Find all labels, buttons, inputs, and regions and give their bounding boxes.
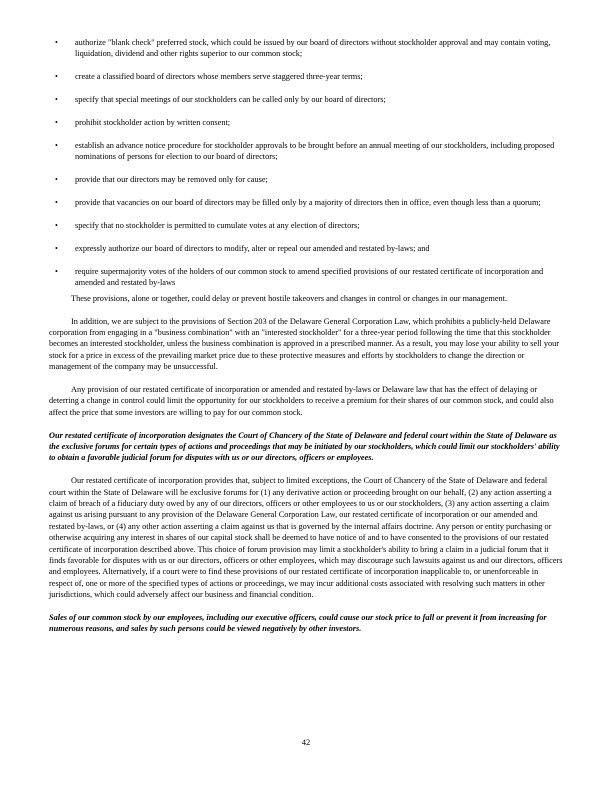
- page-number: 42: [301, 737, 311, 747]
- body-paragraph: Our restated certificate of incorporation provides that, subject to limited exceptions, the Court of Chancery of the State of Delaware and federal court within the State of Delaware will be exclusive forums for (1) any derivative action or proceeding brought on our behalf, (2) any action asserting a claim of breach of a fiduciary duty owed by any of our directors, officers or other employees to us or our stockholders, (3) any action asserting a claim against us arising pursuant to any provision of the Delaware General Corporation Law, our restated certificate of incorporation or our amended and restated by-laws, or (4) any other action asserting a claim against us that is governed by the internal affairs doctrine. Any person or entity purchasing or otherwise acquiring any interest in shares of our capital stock shall be deemed to have notice of and to have consented to the provisions of our restated certificate of incorporation described above. This choice of forum provision may limit a stockholder's ability to bring a claim in a judicial forum that it finds favorable for disputes with us or our directors, officers or other employees, which may discourage such lawsuits against us and our directors, officers and employees. Alternatively, if a court were to find these provisions of our restated certificate of incorporation inapplicable to, or unenforceable in respect of, one or more of the specified types of actions or proceedings, we may incur additional costs associated with resolving such matters in other jurisdictions, which could adversely affect our business and financial condition.: [49, 476, 563, 600]
- bullet-icon: •: [55, 72, 58, 82]
- list-item-text: specify that no stockholder is permitted to cumulate votes at any election of directors;: [75, 221, 360, 231]
- list-item-text: provide that vacancies on our board of directors may be filled only by a majority of directors then in office, even though less than a quorum;: [75, 198, 541, 208]
- list-item-text: establish an advance notice procedure for stockholder approvals to be brought before an annual meeting of our stockholders, including proposed nominations of persons for election to our board of directors;: [75, 141, 555, 162]
- list-item: [49, 174, 563, 185]
- list-item: [49, 37, 563, 60]
- bullet-icon: •: [55, 95, 58, 105]
- bullet-icon: •: [55, 38, 58, 47]
- bullet-icon: •: [55, 266, 58, 276]
- body-paragraph: These provisions, alone or together, could delay or prevent hostile takeovers and changes in control or changes in our management.: [71, 293, 508, 303]
- body-paragraph: In addition, we are subject to the provisions of Section 203 of the Delaware General Corporation Law, which prohibits a publicly-held Delaware corporation from engaging in a "business combination" with an "interested stockholder" for a three-year period following the time that this stockholder becomes an interested stockholder, unless the business combination is approved in a prescribed manner. As a result, you may lose your ability to sell your stock for a price in excess of the prevailing market price due to these protective measures and efforts by stockholders to change the direction or management of the company may be unsuccessful.: [49, 316, 560, 372]
- list-item: [49, 94, 563, 105]
- list-item: [49, 220, 563, 231]
- document-page: [49, 37, 563, 646]
- list-item: [49, 140, 563, 163]
- bullet-list: [49, 37, 563, 289]
- list-item-text: expressly authorize our board of directors to modify, alter or repeal our amended and restated by-laws; and: [75, 244, 430, 254]
- list-item-text: create a classified board of directors whose members serve staggered three-year terms;: [75, 72, 363, 82]
- risk-factor-heading: Sales of our common stock by our employees, including our executive officers, could cause our stock price to fall or prevent it from increasing for numerous reasons, and sales by such persons could be viewed negatively by other investors.: [49, 613, 547, 634]
- bullet-icon: •: [55, 244, 58, 254]
- body-paragraph: Any provision of our restated certificate of incorporation or amended and restated by-laws or Delaware law that has the effect of delaying or deterring a change in control could limit the opportunity for our stockholders to receive a premium for their shares of our common stock, and could also affect the price that some investors are willing to pay for our common stock.: [49, 385, 554, 417]
- list-item: [49, 197, 563, 208]
- bullet-icon: •: [55, 118, 58, 128]
- list-item: [49, 117, 563, 128]
- bullet-icon: •: [55, 141, 58, 151]
- bullet-icon: •: [55, 221, 58, 231]
- bullet-icon: •: [55, 198, 58, 208]
- list-item-text: specify that special meetings of our stockholders can be called only by our board of directors;: [75, 95, 386, 105]
- list-item-text: prohibit stockholder action by written consent;: [75, 118, 231, 128]
- list-item: [49, 71, 563, 82]
- list-item-text: require supermajority votes of the holders of our common stock to amend specified provisions of our restated certificate of incorporation and amended and restated by-laws: [75, 266, 544, 288]
- list-item-text: authorize "blank check" preferred stock, which could be issued by our board of directors without stockholder approval and may contain voting, liquidation, dividend and other rights superior to our common stock;: [75, 38, 551, 59]
- list-item: [49, 266, 563, 289]
- list-item: [49, 243, 563, 254]
- bullet-icon: •: [55, 175, 58, 185]
- risk-factor-heading: Our restated certificate of incorporation designates the Court of Chancery of the State of Delaware and federal court within the State of Delaware as the exclusive forums for certain types of actions and proceedings that may be initiated by our stockholders, which could limit our stockholders' ability to obtain a favorable judicial forum for disputes with us or our directors, officers or employees.: [49, 430, 560, 463]
- list-item-text: provide that our directors may be removed only for cause;: [75, 175, 268, 185]
